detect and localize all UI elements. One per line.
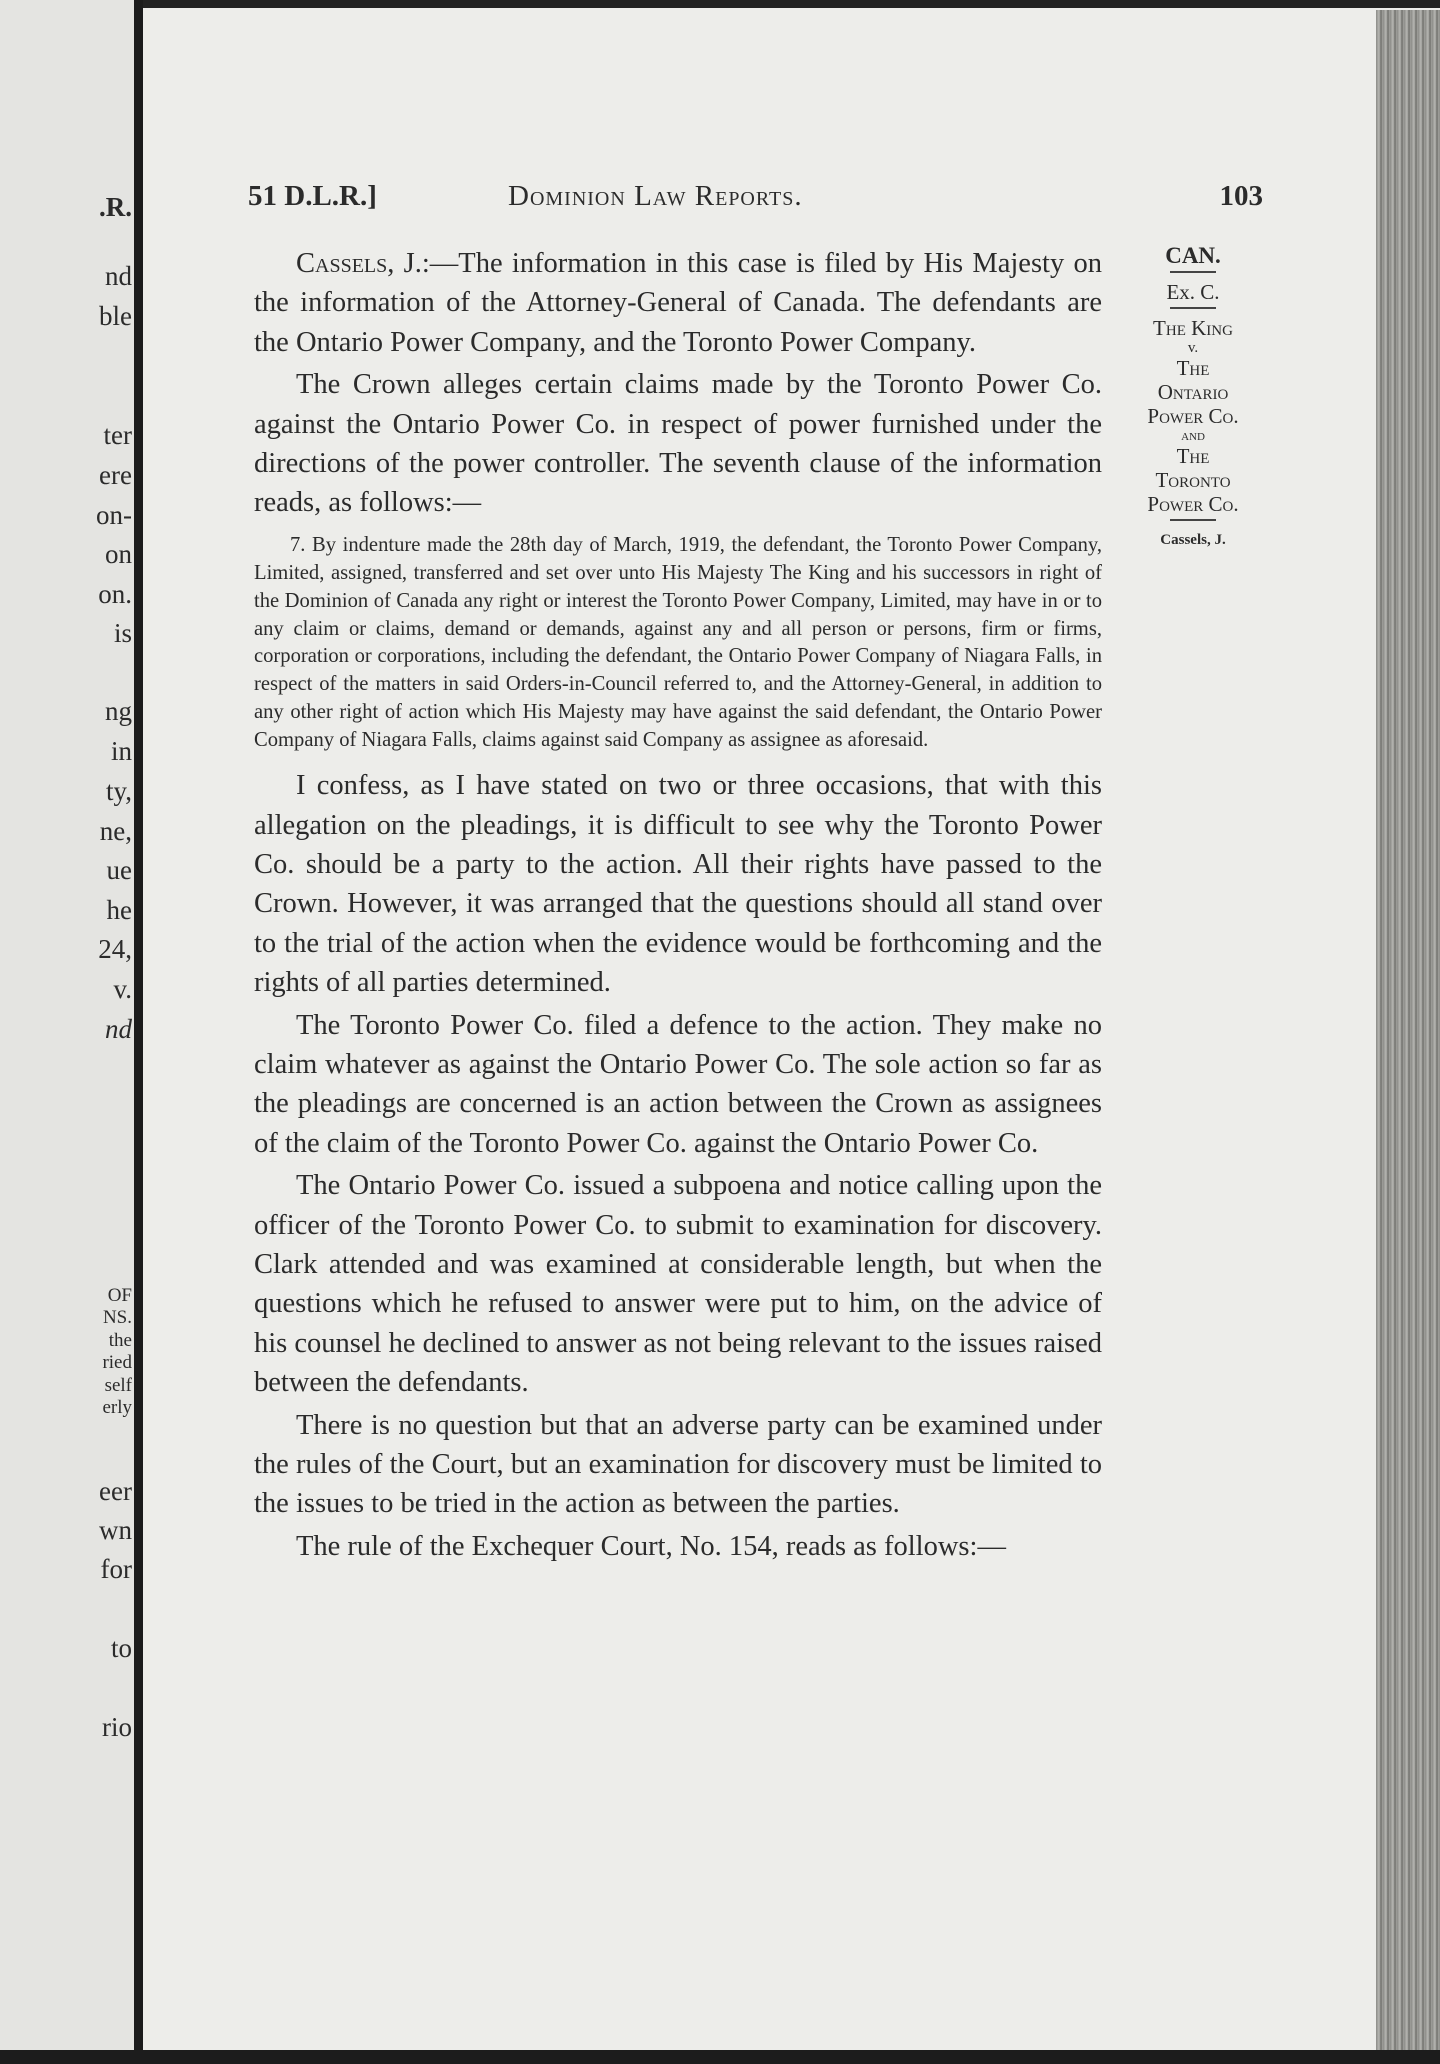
previous-page-fragment: on- bbox=[96, 500, 132, 530]
versus-label: v. bbox=[1187, 340, 1199, 356]
book-top-edge bbox=[0, 0, 1440, 8]
previous-page-fragment: to bbox=[110, 1633, 132, 1663]
previous-page-fragment: 24, bbox=[98, 934, 132, 964]
previous-page-fragment: OF bbox=[107, 1285, 132, 1306]
party-defendant-1: The bbox=[1176, 356, 1210, 380]
previous-page-fragment: NS. bbox=[102, 1307, 132, 1328]
margin-rule bbox=[1170, 519, 1216, 521]
previous-page-fragments bbox=[0, 0, 132, 2064]
running-header bbox=[248, 180, 1263, 220]
previous-page-fragment: on. bbox=[98, 579, 132, 609]
previous-page-fragment: on bbox=[105, 539, 132, 569]
book-spine-shadow bbox=[134, 0, 143, 2064]
previous-page-fragment: ere bbox=[99, 460, 132, 490]
previous-page-fragment: self bbox=[104, 1375, 132, 1396]
party-defendant-2: Toronto bbox=[1155, 468, 1231, 492]
page-number: 103 bbox=[1219, 180, 1263, 212]
paragraph: The rule of the Exchequer Court, No. 154, reads as follows:— bbox=[296, 1530, 1006, 1562]
previous-page-fragment: ble bbox=[99, 301, 132, 331]
previous-page-fragment: is bbox=[113, 618, 132, 648]
paragraph: The Crown alleges certain claims made by the Toronto Power Co. against the Ontario Power Co. in respect of power furnished under the directions of the power controller. The seventh clause of the information reads, as follows:— bbox=[254, 369, 1102, 519]
previous-page-fragment: ne, bbox=[99, 816, 132, 846]
paragraph: The Ontario Power Co. issued a subpoena and notice calling upon the officer of the Toronto Power Co. to submit to examination for discovery. Clark attended and was examined at considerable length, but when the questions which he refused to answer were put to him, on the advice of his counsel he declined to answer as not being relevant to the issues raised between the defendants. bbox=[254, 1170, 1102, 1399]
previous-page-fragment: in bbox=[110, 736, 132, 766]
paragraph bbox=[254, 244, 1102, 362]
previous-page-fragment: ter bbox=[103, 420, 132, 450]
previous-page-fragment: for bbox=[100, 1554, 132, 1584]
paragraph: I confess, as I have stated on two or three occasions, that with this allegation on the pleadings, it is difficult to see why the Toronto Power Co. should be a party to the action. All their rights have passed to the Crown. However, it was arranged that the questions should all stand over to the trial of the action when the evidence would be forthcoming and the rights of all parties determined. bbox=[254, 770, 1102, 999]
previous-page-fragment: ty, bbox=[106, 776, 132, 806]
quoted-clause: 7. By indenture made the 28th day of March, 1919, the defendant, the Toronto Power Company, Limited, assigned, transferred and set over unto His Majesty The King and his successors in right of the Dominion of Canada any right or interest the Toronto Power Company, Limited, may have in or to any claim or claims, demand or demands, against any and all person or persons, firm or firms, corporation or corporations, including the defendant, the Ontario Power Company of Niagara Falls, in respect of the matters in said Orders-in-Council referred to, and the Attorney-General, in addition to any other right of action which His Majesty may have against the said defendant, the Ontario Power Company of Niagara Falls, claims against said Company as assignee as aforesaid. bbox=[254, 533, 1102, 752]
case-margin-note bbox=[1120, 244, 1266, 552]
book-bottom-edge bbox=[0, 2050, 1440, 2064]
party-defendant-2: Power Co. bbox=[1147, 492, 1239, 516]
previous-page-fragment: v. bbox=[113, 974, 132, 1004]
court-label: Ex. C. bbox=[1166, 280, 1220, 304]
paragraph: There is no question but that an adverse party can be examined under the rules of the Court, but an examination for discovery must be limited to the issues to be tried in the action as between the parties. bbox=[254, 1409, 1102, 1520]
margin-rule bbox=[1170, 307, 1216, 309]
previous-page-fragment: he bbox=[106, 895, 132, 925]
party-defendant-1: Power Co. bbox=[1147, 404, 1239, 428]
publication-title: Dominion Law Reports. bbox=[508, 180, 803, 212]
previous-page-fragment: rio bbox=[102, 1712, 132, 1742]
previous-page-fragment: erly bbox=[102, 1397, 132, 1418]
judge-label: Cassels, J. bbox=[1160, 532, 1226, 548]
previous-page-fragment: ue bbox=[106, 855, 132, 885]
book-page-edges bbox=[1376, 10, 1440, 2050]
previous-page-fragment: ng bbox=[105, 696, 132, 726]
party-defendant-2: The bbox=[1176, 444, 1210, 468]
judge-name: Cassels, J. bbox=[296, 248, 422, 279]
and-label: and bbox=[1181, 428, 1205, 444]
previous-page-fragment: eer bbox=[99, 1476, 132, 1506]
previous-page-fragment: .R. bbox=[99, 192, 132, 222]
previous-page-fragment: nd bbox=[105, 261, 132, 291]
previous-page-fragment: the bbox=[108, 1330, 132, 1351]
judgment-body bbox=[254, 244, 1102, 1569]
party-plaintiff: The King bbox=[1153, 316, 1233, 340]
margin-rule bbox=[1170, 271, 1216, 273]
previous-page-fragment: wn bbox=[99, 1515, 132, 1545]
paragraph-text: :—The information in this case is filed by His Majesty on the information of the Attorney-General of Canada. The defendants are the Ontario Power Company, and the Toronto Power Company. bbox=[254, 248, 1103, 358]
previous-page-fragment: ried bbox=[102, 1352, 132, 1373]
party-defendant-1: Ontario bbox=[1157, 380, 1229, 404]
previous-page-fragment: nd bbox=[105, 1014, 132, 1044]
jurisdiction-label: CAN. bbox=[1165, 243, 1221, 268]
volume-reference: 51 D.L.R.] bbox=[248, 180, 377, 212]
paragraph: The Toronto Power Co. filed a defence to the action. They make no claim whatever as against the Ontario Power Co. The sole action so far as the pleadings are concerned is an action between the Crown as assignees of the claim of the Toronto Power Co. against the Ontario Power Co. bbox=[254, 1009, 1102, 1159]
